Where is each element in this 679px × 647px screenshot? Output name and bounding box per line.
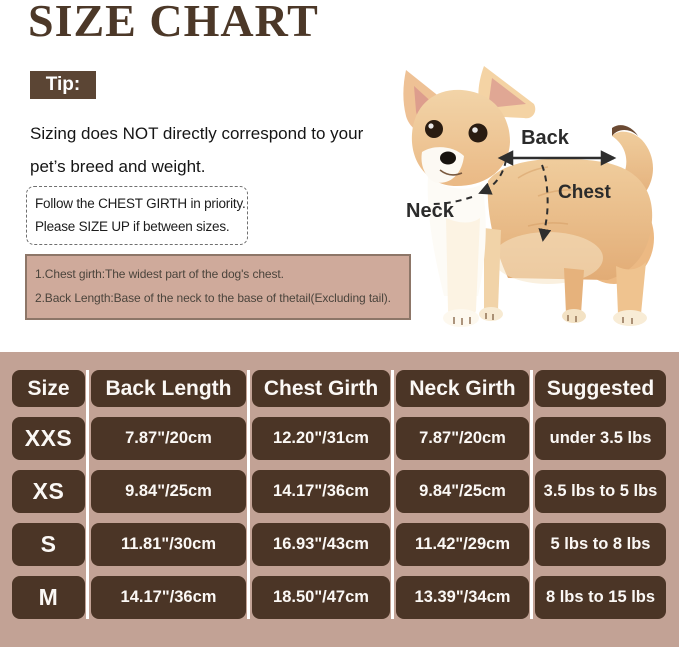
- header-back-length: Back Length: [91, 370, 246, 407]
- row-s-suggested: 5 lbs to 8 lbs: [535, 523, 666, 566]
- neck-label: Neck: [406, 200, 454, 222]
- dog-illustration: [403, 66, 654, 327]
- row-xxs-size: XXS: [12, 417, 85, 460]
- measurement-definitions-box: [25, 254, 411, 320]
- row-xs-size: XS: [12, 470, 85, 513]
- priority-note-line1: Follow the CHEST GIRTH in priority.: [35, 196, 246, 211]
- chest-label: Chest: [558, 182, 611, 203]
- priority-note-box: [26, 186, 248, 245]
- row-m-size: M: [12, 576, 85, 619]
- row-s-chest-girth: 16.93"/43cm: [252, 523, 390, 566]
- row-m-back-length: 14.17"/36cm: [91, 576, 246, 619]
- sizing-note-line2: pet’s breed and weight.: [30, 157, 206, 176]
- row-m-suggested: 8 lbs to 15 lbs: [535, 576, 666, 619]
- header-chest-girth: Chest Girth: [252, 370, 390, 407]
- row-xs-neck-girth: 9.84"/25cm: [396, 470, 529, 513]
- header-neck-girth: Neck Girth: [396, 370, 529, 407]
- row-xs-suggested: 3.5 lbs to 5 lbs: [535, 470, 666, 513]
- row-s-size: S: [12, 523, 85, 566]
- row-s-neck-girth: 11.42"/29cm: [396, 523, 529, 566]
- row-xs-chest-girth: 14.17"/36cm: [252, 470, 390, 513]
- row-xxs-chest-girth: 12.20"/31cm: [252, 417, 390, 460]
- dog-measurement-diagram: [388, 56, 678, 332]
- row-xxs-back-length: 7.87"/20cm: [91, 417, 246, 460]
- priority-note-line2: Please SIZE UP if between sizes.: [35, 219, 230, 234]
- size-table-section: [0, 352, 679, 647]
- row-s-back-length: 11.81"/30cm: [91, 523, 246, 566]
- row-xxs-suggested: under 3.5 lbs: [535, 417, 666, 460]
- header-suggested: Suggested: [535, 370, 666, 407]
- size-table: [12, 370, 666, 619]
- back-label: Back: [521, 127, 569, 149]
- tip-badge: Tip:: [30, 71, 96, 99]
- header-size: Size: [12, 370, 85, 407]
- definition-back-length: 2.Back Length:Base of the neck to the base of thetail(Excluding tail).: [35, 291, 391, 305]
- row-m-neck-girth: 13.39"/34cm: [396, 576, 529, 619]
- definition-chest-girth: 1.Chest girth:The widest part of the dog's chest.: [35, 267, 284, 281]
- sizing-note-line1: Sizing does NOT directly correspond to your: [30, 124, 364, 143]
- row-xxs-neck-girth: 7.87"/20cm: [396, 417, 529, 460]
- page-title: SIZE CHART: [28, 0, 319, 46]
- sizing-note: [30, 117, 386, 183]
- row-m-chest-girth: 18.50"/47cm: [252, 576, 390, 619]
- row-xs-back-length: 9.84"/25cm: [91, 470, 246, 513]
